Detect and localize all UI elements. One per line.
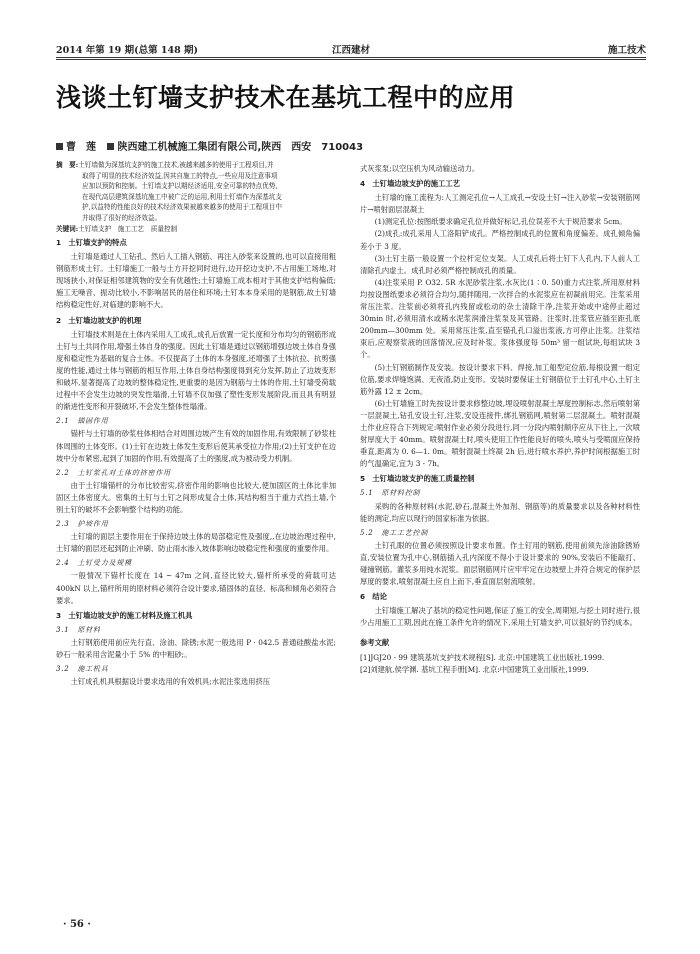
author-affiliation: 陕西建工机械施工集团有限公司,陕西 西安 710043 — [117, 142, 364, 153]
keywords — [56, 224, 330, 235]
issue-info: 2014 年第 19 期(总第 148 期) — [56, 45, 199, 56]
left-column — [56, 234, 336, 688]
section-heading: 3 土钉墙边坡支护的施工材料及施工机具 — [56, 610, 193, 620]
paragraph: 土钉成孔机具根据设计要求选用的有效机具;水泥注浆选用挤压 — [70, 677, 271, 687]
keywords-text: 土钉墙支护 施工工艺 质量控制 — [78, 224, 178, 233]
abstract: 摘 要:土钉墙做为深基坑支护的施工技术,被越来越多的使用于工程项目,并 取得了明显的技术经济效益,因其自施工的特点,一些应用及注意事项 应加以预防和控制。土钉墙支护以期经济适用,安全可靠的特点优势, 在现代高层建筑深基坑施工中被广泛的运用,利用土钉墙作为深基坑支 护,以益特的性能良好的技术经济效果被越来越多的使用于工程项目中 并取得了很好的经济效益。 关键词:土钉墙支护 施工工艺 质量控制 — [56, 160, 330, 234]
journal-name: 江西建材 — [331, 45, 370, 56]
author-names: 曹 莲 — [66, 142, 96, 153]
paragraph: (4)注浆采用 P. O32. 5R 水泥砂浆注浆,水灰比(1∶0. 50)重力式注浆,所用原材料均按设图纸要求必须符合均匀,随拌随用,一次拌合的水泥浆应在初凝前用完。注浆采用常压注浆。注浆前必须将孔内残留或松动的杂土清除干净,注浆开始或中途停止超过 30min 时,必须用清水或稀水泥浆润滑注浆泵及其管路。注浆时,注浆管应插至距孔底 200mm—300mm 处。采用常压注浆,直至锚孔孔口溢出浆液,方可停止注浆。注浆结束后,应观察浆液的回落情况,应及时补浆。浆体强度每 50m³ 留一组试块,每组试块 3 个。 — [360, 277, 640, 360]
paragraph: 土钉墙的面层主要作用在于保持边坡土体的局部稳定性及强度,,在边坡治理过程中,土钉墙的面层还起到防止冲刷、防止雨水渗入坡体影响边坡稳定性和强度的重要作用。 — [56, 532, 336, 554]
page-number: · 56 · — [63, 919, 91, 930]
paragraph: 土钉墙的施工流程为:人工测定孔位→人工成孔→安设土钉→注入砂浆→安装钢筋网片→喷射面层混凝土 — [360, 193, 640, 215]
paragraph: (5)土钉钢筋制作及安装。按设计要求下料、焊接,加工船型定位筋,每根设置一组定位筋,要求焊缝饱满、无夜渣,防止变形。安装时要保证土钉钢筋位于土钉孔中心,土钉主筋外露 12 ± 2cm。 — [360, 362, 640, 396]
subsection-heading: 5.2 施工工艺控制 — [360, 528, 429, 537]
paragraph: 土钉墙技术则是在土体内采用人工成孔,成孔后放置一定长度和分布均匀的钢筋形成土钉与土共同作用,增强土体自身的强度。因此土钉墙是通过以钢筋增强边坡土体自身强度和稳定性为基础的复合土体。不仅提高了土体的本身强度,还增强了土体抗拉、抗剪强度的性能,通过土体与钢筋的相互作用,土体自身结构强度得到充分发挥,防止了边坡变形和破坏,显著提高了边坡的整体稳定性,更重要的是因为钢筋与土体的作用,土钉墙受荷载过程中不会发生边坡的突发性塌滑,土钉墙不仅加强了塑性变形发展阶段,而且具有明显的渐进性变形和开裂破坏,不会发生整体性塌滑。 — [56, 329, 336, 412]
subsection-heading: 2.1 锚固作用 — [56, 417, 109, 426]
page-header — [56, 42, 646, 56]
paragraph: 土钉墙是通过人工钻孔、然后人工插入钢筋、再注入砂浆来设置的,也可以直接用粗钢筋形成土钉。土钉墙施工一般与土方开挖同时进行,边开挖边支护,不占用施工场地,对现场狭小,对保证相邻建筑物的安全有优越性;土钉墙施工成本相对于其他支护结构偏低;施工无噪音、振动比较小,不影响居民的居住和环境;土钉本本身采用的是钢筋,故土钉墙结构稳定性好,对临建的影响不大。 — [56, 252, 336, 310]
subsection-heading: 3.2 施工机具 — [56, 665, 109, 674]
paragraph: 采购的各种原材料(水泥,砂石,混凝土外加剂、钢筋等)的质量要求以及各种材料性能的测定,均应以现行的国家标准为依据。 — [360, 501, 640, 523]
paragraph: 锚杆与土钉墙的砂浆柱体相结合对周围边坡产生有效的加固作用,有效限制了砂浆柱体周围的土体变形。(1)土钉在边坡土体发生变形后使其承受拉力作用;(2)土钉支护在边坡中分布紧密,起到了加固的作用,有效提高了土的强度,成为被动受力机制。 — [56, 429, 336, 463]
header-rule-thin — [56, 59, 646, 60]
abstract-body: 摘 要:土钉墙做为深基坑支护的施工技术,被越来越多的使用于工程项目,并 — [56, 161, 274, 169]
subsection-heading: 2.4 土钉受力及规模 — [56, 559, 132, 568]
section-heading: 4 土钉墙边坡支护的施工工艺 — [360, 179, 460, 189]
paragraph: 土钉墙施工解决了基坑的稳定性问题,保证了施工的安全,周期短,与挖土同时进行,很少占用施工工期,因此在施工条件允许的情况下,采用土钉墙支护,可以很好的节约成本。 — [360, 606, 640, 628]
keywords-label: 关键词: — [56, 224, 79, 233]
reference-item: [2]刘建航,侯学渊. 基坑工程手册[M]. 北京:中国建筑工业出版社,1999. — [360, 664, 589, 674]
paragraph: 一般情况下锚杆长度在 14 ~ 47m 之间,直径比较大,锚杆所承受的荷载可达 400kN 以上,锚杆所用的原材料必须符合设计要求,锚固体的直径、标高和倾角必须符合要求。 — [56, 571, 336, 605]
author-line — [56, 138, 363, 153]
subsection-heading: 2.2 土钉浆孔对土体的挤密作用 — [56, 468, 171, 477]
paragraph: (3)土钉主筋一般设置一个拉杆定位支架。人工成孔后将土钉下人孔内,下人前人工清除孔内虚土。成孔时必须严格控制成孔的质量。 — [360, 253, 640, 275]
section-name: 施工技术 — [607, 45, 646, 56]
paragraph: 式灰浆泵;以空压机为风动输送动力。 — [360, 164, 480, 173]
article-title: 浅谈土钉墙支护技术在基坑工程中的应用 — [56, 83, 516, 112]
bullet-square-icon — [107, 143, 114, 150]
paragraph: (6)土钉墙施工时先按设计要求修整边坡,埋设喷射混凝土厚度控制标志,然后喷射第一层混凝土,钻孔安设土钉,注浆,安设连接件,绑扎钢筋网,喷射第二层混凝土。喷射混凝土作业应符合下列规定:喷射作业必须分段进行,同一分段内喷射顺序应从下往上,一次喷射厚度大于 40mm。喷射混凝土时,喷头使用工作性能良好的喷头,喷头与受喷面应保持垂直,距离为 0. 6—1. 0m。喷射混凝土终凝 2h 后,进行喷水养护,养护时间根据施工时的气温确定,宜为 3 - 7h。 — [360, 398, 640, 469]
paragraph: (2)成孔:成孔采用人工洛阳铲成孔。严格控制成孔的位置和角度偏差。成孔倾角偏差小于 3 度。 — [360, 229, 640, 251]
paragraph: (1)测定孔位:按图纸要求确定孔位并做好标记,孔位误差不大于规范要求 5cm。 — [374, 217, 627, 227]
subsection-heading: 3.1 原材料 — [56, 625, 101, 634]
bullet-square-icon — [56, 143, 63, 150]
subsection-heading: 2.3 护坡作用 — [56, 520, 109, 529]
right-column — [360, 163, 640, 676]
paragraph: 土钉孔眼的位置必须按照设计要求布置。作土钉用的钢筋,使用前须先涂油除锈矫直,安装位置为孔中心,钢筋插入孔内深度不得小于设计要求的 90%,安装后不能敲打、碰撞钢筋。灌浆多用纯水泥浆。面层钢筋网片应牢牢定在边坡壁上并符合规定的保护层厚度的要求,喷射混凝土应自上而下,垂直面层射流喷射。 — [360, 540, 640, 587]
section-heading: 6 结论 — [360, 592, 387, 602]
section-heading: 2 土钉墙边坡支护的机理 — [56, 315, 142, 325]
subsection-heading: 5.1 原材料控制 — [360, 489, 421, 498]
section-heading: 1 土钉墙支护的特点 — [56, 238, 127, 247]
section-heading: 5 土钉墙边坡支护的施工质量控制 — [360, 474, 475, 484]
paragraph: 由于土钉墙锚杆的分布比较密实,挤密作用的影响也比较大,使加固区的土体比非加固区土体密度大。密集的土钉与土钉之间形成复合土体,其结构相当于重力式挡土墙,个别土钉的破坏不会影响整个结构的功能。 — [56, 480, 336, 514]
references-heading: 参考文献 — [360, 638, 390, 648]
abstract-label: 摘 要: — [56, 161, 79, 169]
paragraph: 土钉钢筋使用前应先行直、涂油、除锈;水泥一般选用 P · 042.5 普通硅酸盐水泥;砂石一般采用含泥量小于 5% 的中粗砂;。 — [56, 637, 336, 659]
header-rule — [56, 57, 646, 58]
reference-item: [1]JGJ20 - 99 建筑基坑支护技术规程[S]. 北京:中国建筑工业出版社,1999. — [360, 652, 605, 662]
